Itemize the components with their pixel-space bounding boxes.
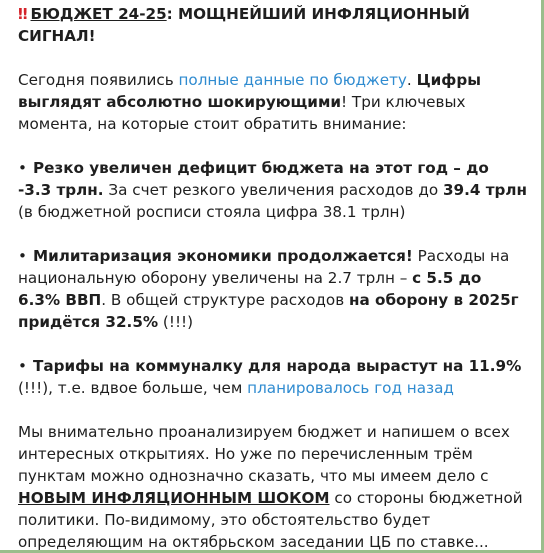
double-exclamation-icon: ‼ — [18, 5, 27, 23]
intro-bold: Цифры выглядят абсолютно шокирующими — [18, 71, 481, 111]
bullet2-bold-3: на оборону в 2025г придётся 32.5% — [18, 291, 519, 331]
inflation-shock-underlined: НОВЫМ ИНФЛЯЦИОННЫМ ШОКОМ — [18, 489, 330, 507]
bullet3-text-1: (!!!), т.е. вдвое больше, чем — [18, 379, 248, 397]
bullet2-text-1: Расходы на национальную оборону увеличены на 2.7 трлн – — [18, 247, 510, 287]
intro-text-1: Сегодня появились — [18, 71, 179, 89]
bullet-dot-icon: • — [18, 159, 27, 177]
bullet1-bold-1: Резко увеличен дефицит бюджета на этот год — [32, 159, 448, 177]
conclusion-text-2: со стороны бюджетной политики. По-видимому, это обстоятельство будет определяющим на октябрьском заседании ЦБ по ставке... — [18, 489, 523, 551]
planned-last-year-link[interactable]: планировалось год назад — [247, 379, 454, 397]
bullet-deficit — [18, 157, 527, 223]
bullet1-text-1: – до — [448, 159, 489, 177]
title-budget-underlined: БЮДЖЕТ 24-25 — [30, 5, 167, 23]
intro-paragraph — [18, 69, 527, 135]
bullet-militarization — [18, 245, 527, 333]
bullet-dot-icon: • — [18, 357, 27, 375]
post-title — [18, 3, 527, 47]
bullet3-bold-1: Тарифы на коммуналку для народа вырастут на 11.9% — [32, 357, 522, 375]
bullet1-text-3: (в бюджетной росписи стояла цифра 38.1 трлн) — [18, 203, 406, 221]
bullet2-text-2: . В общей структуре расходов — [101, 291, 349, 309]
bullet2-bold-1: Милитаризация экономики продолжается! — [32, 247, 413, 265]
bullet1-bold-2: -3.3 трлн. — [18, 181, 104, 199]
bullet1-bold-3: 39.4 трлн — [442, 181, 528, 199]
conclusion-paragraph — [18, 421, 527, 553]
bullet2-text-3: (!!!) — [158, 313, 194, 331]
bullet-dot-icon: • — [18, 247, 27, 265]
bullet1-text-2: За счет резкого увеличения расходов до — [103, 181, 443, 199]
conclusion-text-1: Мы внимательно проанализируем бюджет и напишем о всех интересных открытиях. Но уже по перечисленным трём пунктам можно однозначно сказать, что мы имеем дело с — [18, 423, 510, 485]
bullet2-bold-2: с 5.5 до 6.3% ВВП — [18, 269, 482, 309]
bullet-tariffs — [18, 355, 527, 399]
budget-data-link[interactable]: полные данные по бюджету — [178, 71, 407, 89]
intro-text-3: ! Три ключевых момента, на которые стоит обратить внимание: — [18, 93, 466, 133]
intro-text-2: . — [406, 71, 417, 89]
title-headline: : МОЩНЕЙШИЙ ИНФЛЯЦИОННЫЙ СИГНАЛ! — [18, 5, 470, 45]
